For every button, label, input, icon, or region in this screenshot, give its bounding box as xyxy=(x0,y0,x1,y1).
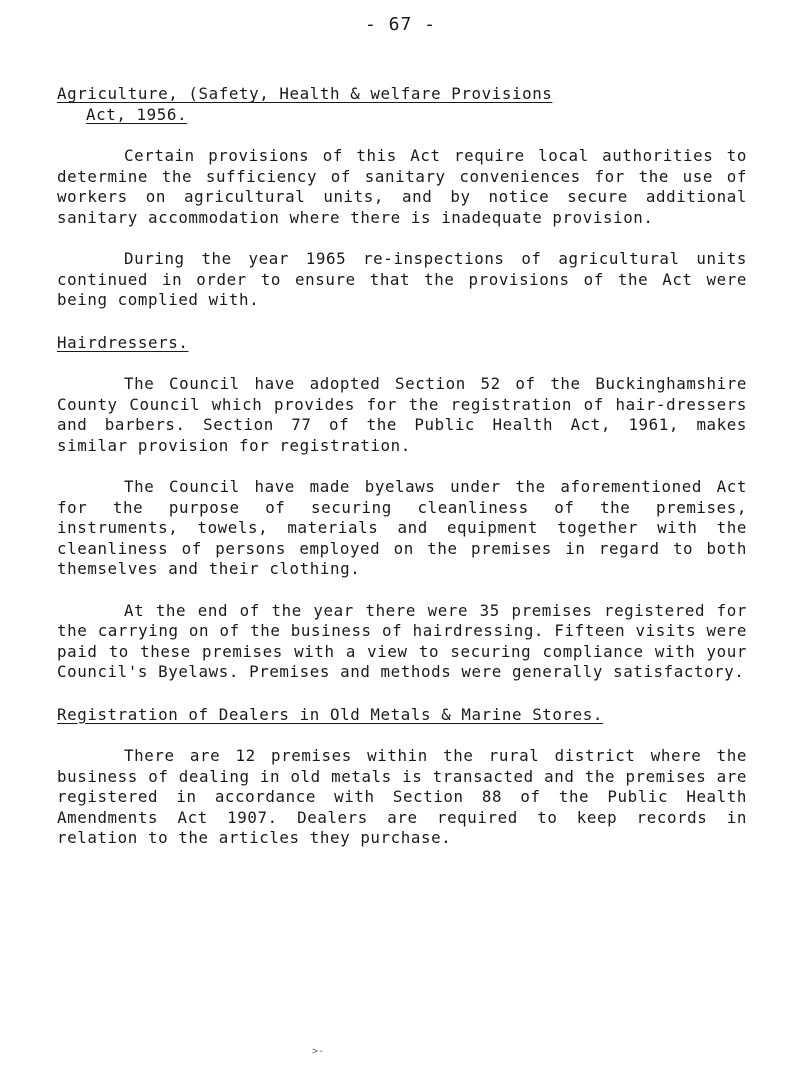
hairdressers-paragraph: The Council have adopted Section 52 of the Buckinghamshire County Council which provides for the registration of hair-dressers and barbers. Section 77 of the Public Health Act, 1961, makes similar provision for registration. xyxy=(57,374,747,455)
hairdressers-heading: Hairdressers. xyxy=(57,332,189,352)
section-agriculture xyxy=(57,84,747,311)
agriculture-heading-line1: Agriculture, (Safety, Health & welfare Provisions xyxy=(57,84,553,103)
section-hairdressers xyxy=(57,333,747,683)
agriculture-paragraph: During the year 1965 re-inspections of agricultural units continued in order to ensure that the provisions of the Act were being complied with. xyxy=(57,249,747,309)
agriculture-heading-line2: Act, 1956. xyxy=(86,104,188,124)
scan-mark: >‐ xyxy=(312,1046,325,1057)
dealers-paragraph: There are 12 premises within the rural district where the business of dealing in old metals is transacted and the premises are registered in accordance with Section 88 of the Public Health Amendments Act 1907. Dealers are required to keep records in relation to the articles they purchase. xyxy=(57,746,747,847)
hairdressers-paragraph: At the end of the year there were 35 premises registered for the carrying on of the business of hairdressing. Fifteen visits were paid to these premises with a view to securing compliance with your Council's Byelaws. Premises and methods were generally satisfactory. xyxy=(57,600,747,681)
section-dealers xyxy=(57,705,747,849)
agriculture-paragraph: Certain provisions of this Act require local authorities to determine the sufficiency of sanitary conveniences for the use of workers on agricultural units, and by notice secure additional sanitary accommodation where there is inadequate provision. xyxy=(57,146,747,227)
hairdressers-paragraph: The Council have made byelaws under the aforementioned Act for the purpose of securing cleanliness of the premises, instruments, towels, materials and equipment together with the cleanliness of persons employed on the premises in regard to both themselves and their clothing. xyxy=(57,477,747,578)
document-body xyxy=(57,84,747,849)
page-number: - 67 - xyxy=(364,14,437,35)
dealers-heading: Registration of Dealers in Old Metals & Marine Stores. xyxy=(57,704,603,724)
